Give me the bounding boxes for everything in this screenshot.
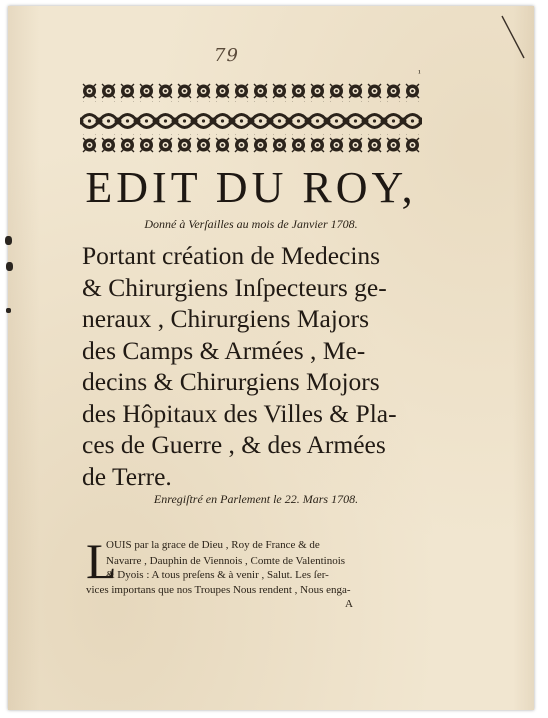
heading-line: Portant création de Medecins <box>82 241 381 270</box>
binding-hole <box>5 236 12 245</box>
heading-line: de Terre. <box>82 461 172 491</box>
head-ornament-band <box>80 82 422 156</box>
edict-heading <box>82 240 434 492</box>
catchword: A <box>345 598 353 610</box>
heading-line: neraux , Chirurgiens Majors <box>82 304 370 333</box>
registration-note: Enregiſtré en Parlement le 22. Mars 1708. <box>153 492 359 506</box>
binding-hole <box>6 308 11 313</box>
folded-corner-icon <box>498 14 528 62</box>
body-text-lines-1-2 <box>106 538 436 569</box>
binding-hole <box>6 262 13 271</box>
body-line: vices importans que nos Troupes Nous rendent , Nous enga- <box>86 584 351 596</box>
body-line: OUIS par la grace de Dieu , Roy de France & de <box>106 539 320 551</box>
drop-capital: L <box>86 533 117 589</box>
edict-title: EDIT DU ROY, <box>85 163 417 212</box>
folio-number: 79 <box>214 45 239 66</box>
heading-line: des Hôpitaux des Villes & Pla- <box>82 398 397 428</box>
heading-line: & Chirurgiens Inſpecteurs ge- <box>82 272 387 302</box>
signature-mark: ¹ <box>418 68 421 78</box>
body-line: & Dyois : A tous preſens & à venir , Salut. Les ſer- <box>106 569 329 581</box>
heading-line: ces de Guerre , & des Armées <box>82 430 386 459</box>
heading-line: decins & Chirurgiens Mojors <box>82 367 380 396</box>
heading-line: des Camps & Armées , Me- <box>82 335 366 365</box>
body-line: Navarre , Dauphin de Viennois , Comte de Valentinois <box>106 554 346 567</box>
given-at-line: Donné à Verſailles au mois de Janvier 1708. <box>144 217 358 231</box>
